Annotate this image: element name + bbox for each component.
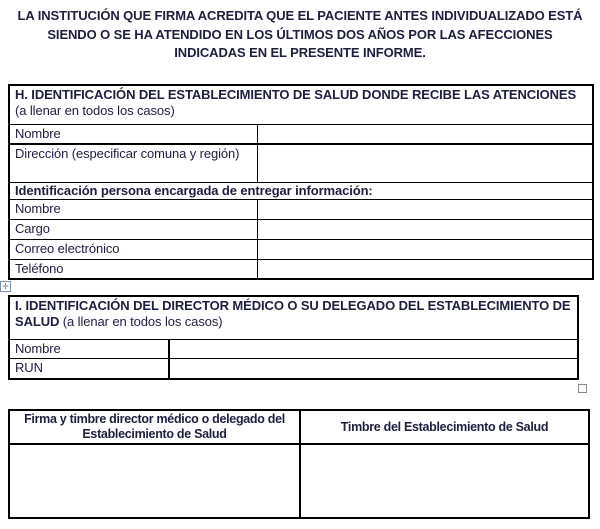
field-value-nombre-director[interactable] bbox=[169, 339, 578, 358]
field-label-nombre-director: Nombre bbox=[9, 339, 169, 358]
table-resize-handle[interactable] bbox=[578, 384, 587, 393]
signature-header-timbre: Timbre del Establecimiento de Salud bbox=[300, 410, 589, 444]
move-arrows-icon: ✛ bbox=[2, 282, 9, 291]
field-label-run: RUN bbox=[9, 358, 169, 379]
field-label-direccion: Dirección (especificar comuna y región) bbox=[9, 144, 257, 183]
section-i-title: I. IDENTIFICACIÓN DEL DIRECTOR MÉDICO O SU DELEGADO DEL ESTABLECIMIENTO DE SALUD bbox=[15, 298, 571, 329]
signature-table bbox=[8, 409, 590, 519]
intro-line: SIENDO O SE HA ATENDIDO EN LOS ÚLTIMOS DOS AÑOS POR LAS AFECCIONES bbox=[47, 26, 553, 42]
section-h-title-note: (a llenar en todos los casos) bbox=[15, 103, 175, 118]
section-h-title: H. IDENTIFICACIÓN DEL ESTABLECIMIENTO DE SALUD DONDE RECIBE LAS ATENCIONES bbox=[15, 87, 577, 102]
table-row bbox=[9, 260, 593, 280]
table-row bbox=[9, 200, 593, 220]
field-label-cargo: Cargo bbox=[9, 220, 257, 240]
field-label-nombre-contacto: Nombre bbox=[9, 200, 257, 220]
contact-subheader: Identificación persona encargada de entregar información: bbox=[9, 183, 593, 200]
intro-line: INDICADAS EN EL PRESENTE INFORME. bbox=[174, 45, 426, 60]
table-row bbox=[9, 220, 593, 240]
signature-header-row bbox=[9, 410, 589, 444]
field-value-telefono[interactable] bbox=[257, 260, 593, 280]
intro-line: LA INSTITUCIÓN QUE FIRMA ACREDITA QUE EL PACIENTE ANTES INDIVIDUALIZADO ESTÁ bbox=[17, 8, 583, 23]
contact-subheader-row bbox=[9, 183, 593, 200]
field-label-correo: Correo electrónico bbox=[9, 240, 257, 260]
table-row bbox=[9, 144, 593, 183]
table-row bbox=[9, 124, 593, 144]
table-row bbox=[9, 444, 589, 518]
field-value-nombre-contacto[interactable] bbox=[257, 200, 593, 220]
section-i-header-row bbox=[9, 296, 578, 339]
field-label-nombre-establecimiento: Nombre bbox=[9, 124, 257, 144]
field-value-nombre-establecimiento[interactable] bbox=[257, 124, 593, 144]
table-move-handle[interactable] bbox=[0, 281, 11, 292]
signature-cell-firma[interactable] bbox=[9, 444, 300, 518]
field-value-direccion[interactable] bbox=[257, 144, 593, 183]
section-h-header bbox=[9, 85, 593, 124]
signature-header-firma: Firma y timbre director médico o delegado del Establecimiento de Salud bbox=[9, 410, 300, 444]
section-h-table bbox=[8, 84, 594, 280]
intro-statement bbox=[0, 7, 600, 63]
table-row bbox=[9, 358, 578, 379]
field-value-correo[interactable] bbox=[257, 240, 593, 260]
section-h-header-row bbox=[9, 85, 593, 124]
table-row bbox=[9, 339, 578, 358]
section-i-header bbox=[9, 296, 578, 339]
field-value-run[interactable] bbox=[169, 358, 578, 379]
signature-cell-timbre[interactable] bbox=[300, 444, 589, 518]
section-i-table bbox=[8, 295, 579, 380]
field-label-telefono: Teléfono bbox=[9, 260, 257, 280]
section-i-title-note: (a llenar en todos los casos) bbox=[59, 314, 223, 329]
table-row bbox=[9, 240, 593, 260]
field-value-cargo[interactable] bbox=[257, 220, 593, 240]
